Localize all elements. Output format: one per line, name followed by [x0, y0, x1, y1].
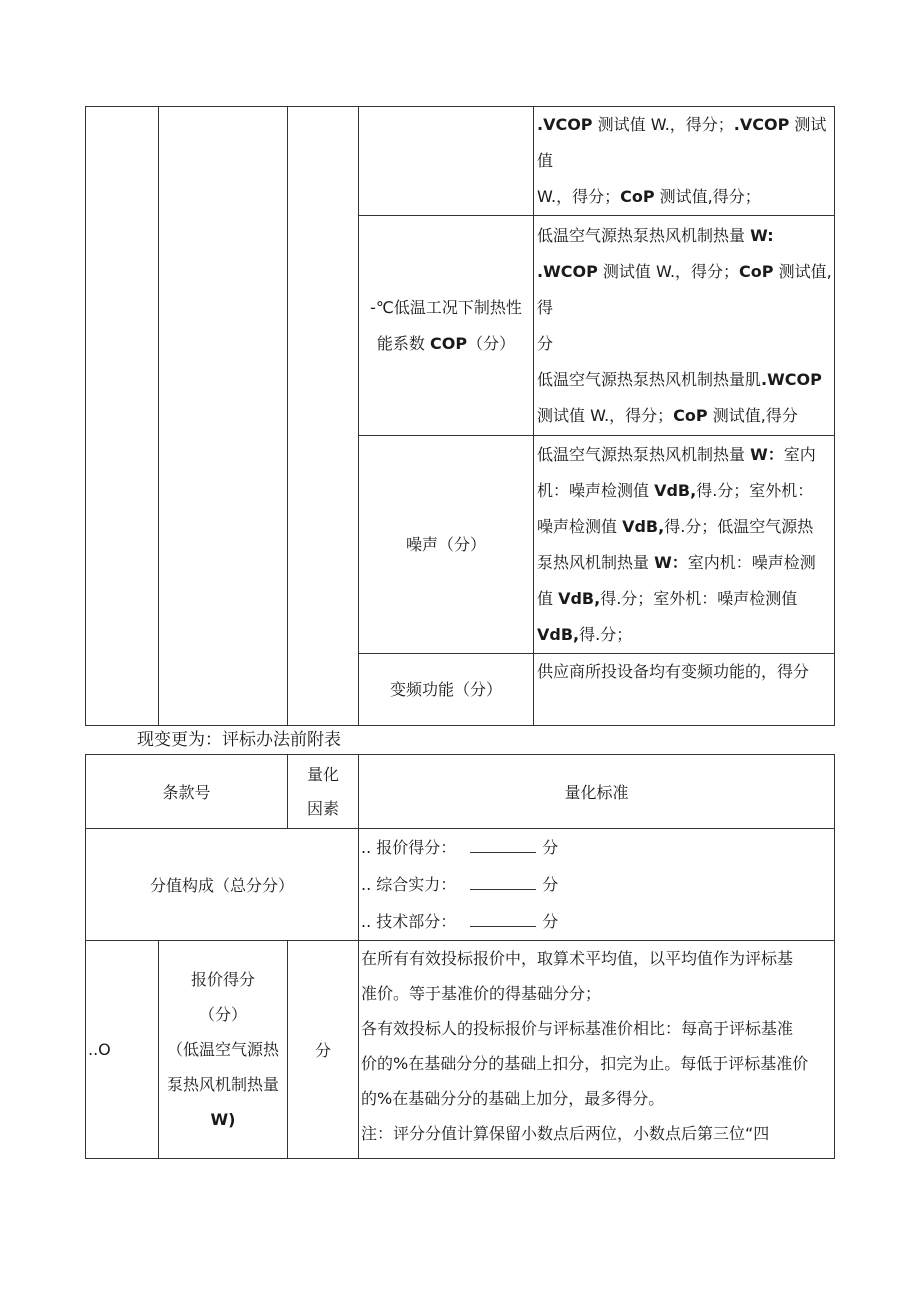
- change-caption: 现变更为：评标办法前附表: [137, 730, 341, 750]
- header-clause: 条款号: [86, 755, 288, 829]
- item-prefix: ..: [361, 838, 372, 857]
- low-temp-cop-label: -℃低温工况下制热性 能系数 COP（分）: [359, 216, 534, 436]
- noise-standard: 低温空气源热泵热风机制热量 W：室内 机：噪声检测值 VdB,得.分；室外机： 噪声检测值 VdB,得.分；低温空气源热 泵热风机制热量 W：室内机：噪声检测 值 VdB,得.分；室外机：噪声检测值 VdB,得.分；: [534, 436, 835, 654]
- col3-empty-cell: [288, 107, 359, 726]
- item-unit: 分: [542, 912, 559, 931]
- col2-empty-cell: [159, 107, 288, 726]
- item-name: 报价得分：: [376, 838, 457, 857]
- row1-cop-text: .VCOP 测试值 W.，得分；.VCOP 测试值 W.，得分；CoP 测试值,得分；: [534, 107, 835, 216]
- item-unit: 分: [542, 838, 559, 857]
- score-composition-items: [359, 829, 835, 941]
- item-name: 综合实力：: [376, 875, 457, 894]
- item-prefix: ..: [361, 912, 372, 931]
- inverter-standard: 供应商所投设备均有变频功能的，得分: [534, 654, 835, 726]
- price-clause-number: ..O: [86, 941, 159, 1159]
- col1-empty-cell: [86, 107, 159, 726]
- item-name: 技术部分：: [376, 912, 457, 931]
- blank-line: [470, 836, 536, 853]
- score-composition-label: 分值构成（总分分）: [86, 829, 359, 941]
- price-score: 分: [288, 941, 359, 1159]
- header-standard: 量化标准: [359, 755, 835, 829]
- item-unit: 分: [542, 875, 559, 894]
- score-item-price: [361, 829, 834, 866]
- item-prefix: ..: [361, 875, 372, 894]
- noise-label: 噪声（分）: [359, 436, 534, 654]
- inverter-label: 变频功能（分）: [359, 654, 534, 726]
- price-factor-name: 报价得分 （分） （低温空气源热 泵热风机制热量 W): [159, 941, 288, 1159]
- score-item-strength: [361, 866, 834, 903]
- score-item-technical: [361, 903, 834, 940]
- blank-line: [470, 910, 536, 927]
- row1-label-empty: [359, 107, 534, 216]
- blank-line: [470, 873, 536, 890]
- header-factor: 量化 因素: [288, 755, 359, 829]
- table-evaluation-appendix: [85, 754, 835, 1159]
- table-previous-criteria: [85, 106, 835, 726]
- price-standard: 在所有有效投标报价中，取算术平均值，以平均值作为评标基 准价。等于基准价的得基础分分； 各有效投标人的投标报价与评标基准价相比：每高于评标基准 价的%在基础分分的基础上扣分，扣完为止。每低于评标基准价 的%在基础分分的基础上加分，最多得分。 注：评分分值计算保留小数点后两位，小数点后第三位“四: [359, 941, 835, 1159]
- low-temp-cop-standard: 低温空气源热泵热风机制热量 W: .WCOP 测试值 W.，得分；CoP 测试值,得 分 低温空气源热泵热风机制热量肌.WCOP 测试值 W.，得分；CoP 测试值,得分: [534, 216, 835, 436]
